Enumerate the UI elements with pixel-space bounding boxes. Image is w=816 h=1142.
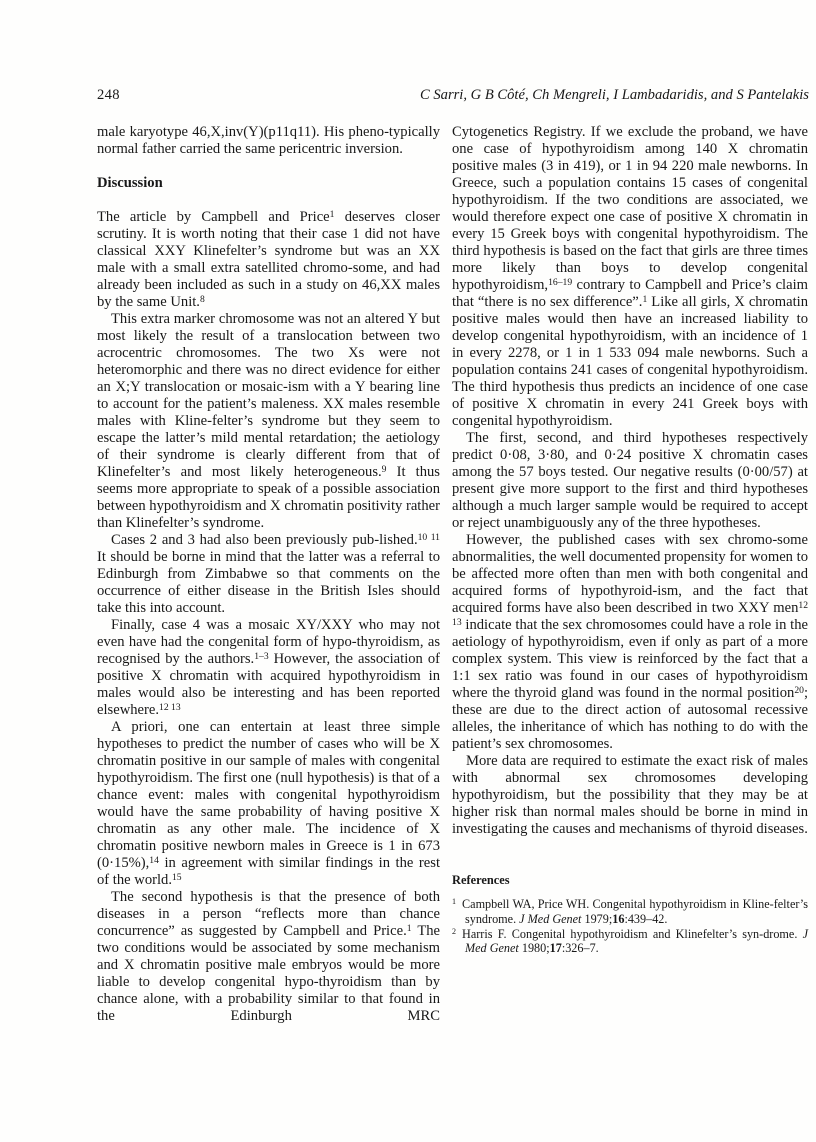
superscript-citation: 1 [642, 293, 648, 305]
superscript-citation: 14 [149, 854, 159, 866]
superscript-citation: 8 [199, 293, 205, 305]
text-run: 17 [549, 941, 562, 956]
superscript-citation: 15 [171, 871, 182, 883]
paragraph [452, 124, 808, 430]
section-heading: Discussion [97, 175, 163, 191]
superscript-citation: 1 [406, 922, 412, 934]
page-header [97, 87, 809, 104]
text-run: However, the association of positive X chromatin with acquired hypothyroidism in males would also be interesting and has been reported elsewhere. [97, 651, 440, 718]
text-run: This extra marker chromosome was not an altered Y but most likely the result of a translocation between two acrocentric chromosomes. The two Xs were not heteromorphic and there was no direct evidence for either an X;Y translocation or mosaic-ism with a Y bearing line to account for the patient’s maleness. XX males resemble males with Kline-felter’s syndrome but they seem to escape the latter’s mild mental retardation; the aetiology of their syndrome is clearly different from that of Klinefelter’s and most likely heterogeneous. [97, 311, 440, 480]
running-head: C Sarri, G B Côté, Ch Mengreli, I Lambadaridis, and S Pantelakis [419, 87, 809, 103]
text-run: A priori, one can entertain at least three simple hypotheses to predict the number of cases who will be X chromatin positive in our sample of males with congenital hypothyroidism. The first one (null hypothesis) is that of a chance event: males with congenital hypothyroidism would have the same probability of having positive X chromatin as any other male. The incidence of X chromatin positive newborn males in Greece is 1 in 673 (0·15%), [97, 719, 440, 871]
text-run: 1980; [518, 941, 550, 956]
text-run: Finally, case 4 was a mosaic XY/XXY who may not even have had the congenital form of hypo-thyroidism, as recognised by the authors. [97, 617, 440, 667]
text-run: It should be borne in mind that the latter was a referral to Edinburgh from Zimbabwe so that comments on the occurrence of either disease in the British Isles should take this into account. [97, 549, 440, 616]
text-run: ; these are due to the direct action of autosomal recessive alleles, the inheritance of which has nothing to do with the patient’s sex chromosomes. [452, 685, 808, 752]
superscript-citation: 16–19 [548, 276, 573, 288]
paragraph [97, 889, 440, 1025]
left-column [97, 124, 440, 1025]
superscript-citation: 9 [381, 463, 387, 475]
text-run: Campbell WA, Price WH. Congenital hypothyroidism in Kline-felter’s syndrome. [462, 897, 808, 926]
reference-number: 2 [452, 926, 457, 936]
page-number: 248 [97, 87, 120, 103]
paragraph [97, 617, 440, 719]
text-run: The two conditions would be associated by some mechanism and X chromatin positive male embryos would be more liable to develop congenital hypo-thyroidism than by chance alone, with a probability similar to that found in the Edinburgh MRC [97, 923, 441, 1024]
paragraph [97, 209, 440, 311]
text-run: More data are required to estimate the exact risk of males with abnormal sex chromosomes developing hypothyroidism, but the possibility that they may be at higher risk than normal males should be borne in mind in investigating the causes and mechanisms of thyroid diseases. [452, 753, 808, 837]
paragraph [452, 430, 808, 532]
paragraph [97, 124, 440, 158]
superscript-citation: 12 13 [452, 599, 808, 628]
right-column [452, 124, 808, 956]
reference-number: 1 [452, 897, 457, 907]
reference-item [452, 927, 808, 957]
text-run: deserves closer scrutiny. It is worth noting that their case 1 did not have classical XXY Klinefelter’s syndrome but was an XX male with a small extra satellited chromo-some, and had already been included as such in a study on 46,XX males by the same Unit. [97, 209, 441, 310]
text-run: contrary to Campbell and Price’s claim that “there is no sex difference”. [452, 277, 808, 310]
references-heading: References [452, 873, 510, 887]
paragraph [97, 532, 440, 617]
superscript-citation: 1 [329, 208, 335, 220]
paragraph [97, 311, 440, 532]
text-run: Cases 2 and 3 had also been previously pub-lished. [111, 532, 418, 548]
text-run: 1979; [581, 911, 613, 926]
paragraph [452, 532, 808, 753]
superscript-citation: 20 [794, 684, 804, 696]
text-run: Cytogenetics Registry. If we exclude the proband, we have one case of hypothyroidism among 140 X chromatin positive males (3 in 419), or 1 in 94 220 male newborns. In Greece, such a population contains 15 cases of congenital hypothyroidism. If the two conditions are associated, we would therefore expect one case of positive X chromatin in every 15 Greek boys with congenital hypothyroidism. The third hypothesis is based on the fact that girls are three times more likely than boys to develop congenital hypothyroidism, [452, 124, 808, 293]
text-run: The first, second, and third hypotheses respectively predict 0·08, 3·80, and 0·24 positive X chromatin cases among the 57 boys tested. Our negative results (0·00/57) at present give more support to the first and third hypotheses although a much larger sample would be required to accept or reject unambiguously any of the three hypotheses. [452, 430, 808, 531]
text-run: However, the published cases with sex chromo-some abnormalities, the well documented propensity for women to be affected more often than men with both congenital and acquired forms of hypothyroid-ism, and the fact that acquired forms have also been described in two XXY men [452, 532, 808, 616]
text-run: Like all girls, X chromatin positive males would then have an increased liability to develop congenital hypothyroidism, with an incidence of 1 in every 2278, or 1 in 1 533 094 male newborns. Such a population contains 241 cases of congenital hypothyroidism. The third hypothesis thus predicts an incidence of one case of positive X chromatin in every 241 Greek boys with congenital hypothyroidism. [452, 294, 808, 429]
paragraph [97, 719, 440, 889]
superscript-citation: 10 11 [417, 531, 440, 543]
text-run: It thus seems more appropriate to speak of a possible association between hypothyroidism and X chromatin positivity rather than Klinefelter’s syndrome. [97, 464, 440, 531]
text-run: J Med Genet [465, 926, 808, 956]
text-run: in agreement with similar findings in the rest of the world. [97, 855, 440, 888]
superscript-citation: 1–3 [254, 650, 269, 662]
text-run: J Med Genet [519, 911, 582, 926]
text-run: The article by Campbell and Price [97, 209, 330, 225]
text-run: male karyotype 46,X,inv(Y)(p11q11). His pheno-typically normal father carried the same pericentric inversion. [97, 124, 440, 157]
superscript-citation: 12 13 [159, 701, 181, 713]
paragraph [452, 753, 808, 838]
text-run: :439–42. [624, 911, 668, 926]
reference-item [452, 897, 808, 927]
text-run: Harris F. Congenital hypothyroidism and Klinefelter’s syn-drome. [462, 926, 803, 941]
text-run: The second hypothesis is that the presence of both diseases in a person “reflects more than chance concurrence” as suggested by Campbell and Price. [97, 889, 440, 939]
text-run: 16 [612, 911, 625, 926]
text-run: :326–7. [561, 941, 599, 956]
text-run: indicate that the sex chromosomes could have a role in the aetiology of hypothyroidism, even if only as part of a more complex system. This view is reinforced by the fact that a 1:1 sex ratio was found in our cases of hypothyroidism where the thyroid gland was found in the normal position [452, 617, 808, 701]
